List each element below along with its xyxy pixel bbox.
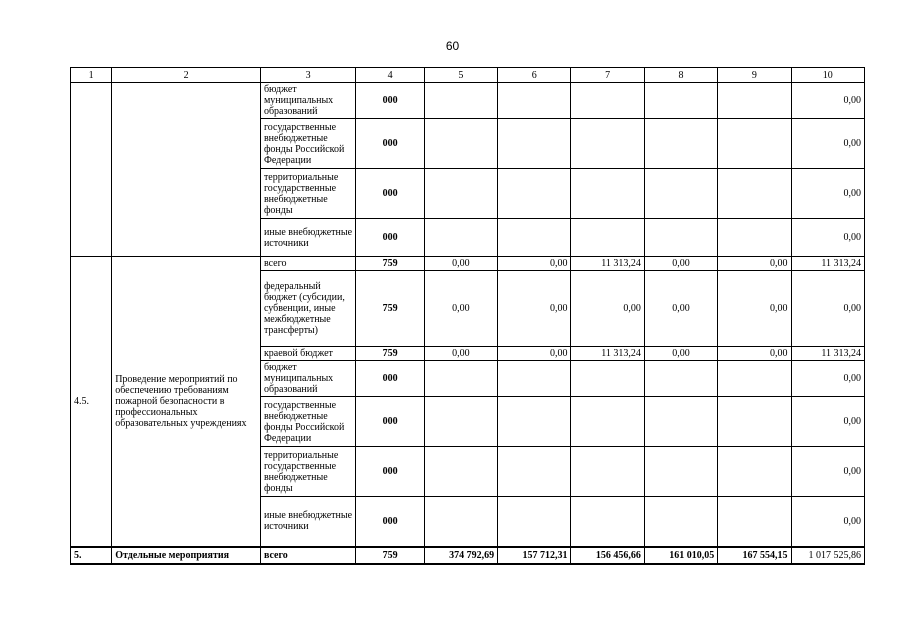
- value-cell: 0,00: [718, 271, 791, 347]
- total-cell: 0,00: [791, 497, 864, 547]
- value-cell: 0,00: [644, 347, 717, 361]
- source-cell: федеральный бюджет (субсидии, субвенции, иные межбюджетные трансферты): [260, 271, 355, 347]
- value-cell: [718, 119, 791, 169]
- source-cell: государственные внебюджетные фонды Российской Федерации: [260, 119, 355, 169]
- value-cell: 157 712,31: [498, 547, 571, 564]
- value-cell: [644, 83, 717, 119]
- value-cell: [718, 361, 791, 397]
- value-cell: [571, 169, 644, 219]
- col-header: 6: [498, 68, 571, 83]
- col-header: 10: [791, 68, 864, 83]
- source-cell: всего: [260, 257, 355, 271]
- value-cell: 167 554,15: [718, 547, 791, 564]
- value-cell: [718, 169, 791, 219]
- value-cell: [718, 219, 791, 257]
- total-cell: 0,00: [791, 169, 864, 219]
- col-header: 2: [112, 68, 261, 83]
- value-cell: 11 313,24: [571, 347, 644, 361]
- value-cell: [498, 361, 571, 397]
- value-cell: [424, 83, 497, 119]
- value-cell: [424, 169, 497, 219]
- col-header: 1: [71, 68, 112, 83]
- col-header: 5: [424, 68, 497, 83]
- col-header: 9: [718, 68, 791, 83]
- value-cell: [718, 497, 791, 547]
- item-number: 5.: [71, 547, 112, 564]
- value-cell: 374 792,69: [424, 547, 497, 564]
- value-cell: 0,00: [644, 257, 717, 271]
- code-cell: 000: [356, 361, 424, 397]
- header-row: [71, 68, 865, 83]
- col-header: 3: [260, 68, 355, 83]
- table-row: [71, 83, 865, 119]
- value-cell: [571, 447, 644, 497]
- value-cell: [571, 497, 644, 547]
- total-cell: 0,00: [791, 361, 864, 397]
- value-cell: 0,00: [498, 347, 571, 361]
- value-cell: [644, 119, 717, 169]
- number-cell: [71, 83, 112, 257]
- page-number: 60: [445, 39, 460, 53]
- code-cell: 000: [356, 119, 424, 169]
- source-cell: государственные внебюджетные фонды Российской Федерации: [260, 397, 355, 447]
- code-cell: 759: [356, 257, 424, 271]
- col-header: 7: [571, 68, 644, 83]
- value-cell: [571, 83, 644, 119]
- total-cell: 0,00: [791, 271, 864, 347]
- value-cell: [498, 119, 571, 169]
- value-cell: [718, 447, 791, 497]
- value-cell: [424, 361, 497, 397]
- total-cell: 11 313,24: [791, 347, 864, 361]
- budget-table: [70, 67, 865, 565]
- value-cell: 0,00: [571, 271, 644, 347]
- total-cell: 11 313,24: [791, 257, 864, 271]
- value-cell: 0,00: [424, 347, 497, 361]
- total-cell: 1 017 525,86: [791, 547, 864, 564]
- value-cell: [498, 447, 571, 497]
- value-cell: [424, 119, 497, 169]
- value-cell: 156 456,66: [571, 547, 644, 564]
- value-cell: 0,00: [424, 271, 497, 347]
- code-cell: 000: [356, 83, 424, 119]
- value-cell: [498, 397, 571, 447]
- value-cell: [718, 397, 791, 447]
- value-cell: 161 010,05: [644, 547, 717, 564]
- value-cell: [424, 397, 497, 447]
- value-cell: 0,00: [718, 347, 791, 361]
- value-cell: [644, 397, 717, 447]
- value-cell: [498, 83, 571, 119]
- code-cell: 000: [356, 219, 424, 257]
- col-header: 8: [644, 68, 717, 83]
- value-cell: [571, 219, 644, 257]
- value-cell: [498, 169, 571, 219]
- value-cell: 0,00: [718, 257, 791, 271]
- total-cell: 0,00: [791, 397, 864, 447]
- source-cell: всего: [260, 547, 355, 564]
- code-cell: 000: [356, 447, 424, 497]
- source-cell: иные внебюджетные источники: [260, 219, 355, 257]
- value-cell: [644, 497, 717, 547]
- activity-name: Отдельные мероприятия: [112, 547, 261, 564]
- source-cell: иные внебюджетные источники: [260, 497, 355, 547]
- source-cell: территориальные государственные внебюджетные фонды: [260, 447, 355, 497]
- value-cell: [571, 397, 644, 447]
- source-cell: краевой бюджет: [260, 347, 355, 361]
- table-row: [71, 257, 865, 271]
- source-cell: территориальные государственные внебюджетные фонды: [260, 169, 355, 219]
- value-cell: 0,00: [498, 271, 571, 347]
- total-cell: 0,00: [791, 119, 864, 169]
- total-cell: 0,00: [791, 447, 864, 497]
- code-cell: 759: [356, 271, 424, 347]
- col-header: 4: [356, 68, 424, 83]
- code-cell: 000: [356, 397, 424, 447]
- total-cell: 0,00: [791, 83, 864, 119]
- value-cell: [498, 497, 571, 547]
- activity-cell: [112, 83, 261, 257]
- code-cell: 000: [356, 169, 424, 219]
- item-number: 4.5.: [71, 257, 112, 547]
- total-cell: 0,00: [791, 219, 864, 257]
- value-cell: [644, 219, 717, 257]
- value-cell: [424, 219, 497, 257]
- value-cell: [644, 447, 717, 497]
- value-cell: [718, 83, 791, 119]
- value-cell: [644, 361, 717, 397]
- source-cell: бюджет муниципальных образований: [260, 361, 355, 397]
- value-cell: [571, 361, 644, 397]
- value-cell: 0,00: [424, 257, 497, 271]
- value-cell: [424, 497, 497, 547]
- activity-name: Проведение мероприятий по обеспечению требованиям пожарной безопасности в профессиональных образовательных учреждениях: [112, 257, 261, 547]
- code-cell: 759: [356, 547, 424, 564]
- value-cell: 0,00: [498, 257, 571, 271]
- code-cell: 759: [356, 347, 424, 361]
- value-cell: [644, 169, 717, 219]
- value-cell: [498, 219, 571, 257]
- source-cell: бюджет муниципальных образований: [260, 83, 355, 119]
- value-cell: [571, 119, 644, 169]
- value-cell: 0,00: [644, 271, 717, 347]
- table-row: [71, 547, 865, 564]
- value-cell: [424, 447, 497, 497]
- value-cell: 11 313,24: [571, 257, 644, 271]
- code-cell: 000: [356, 497, 424, 547]
